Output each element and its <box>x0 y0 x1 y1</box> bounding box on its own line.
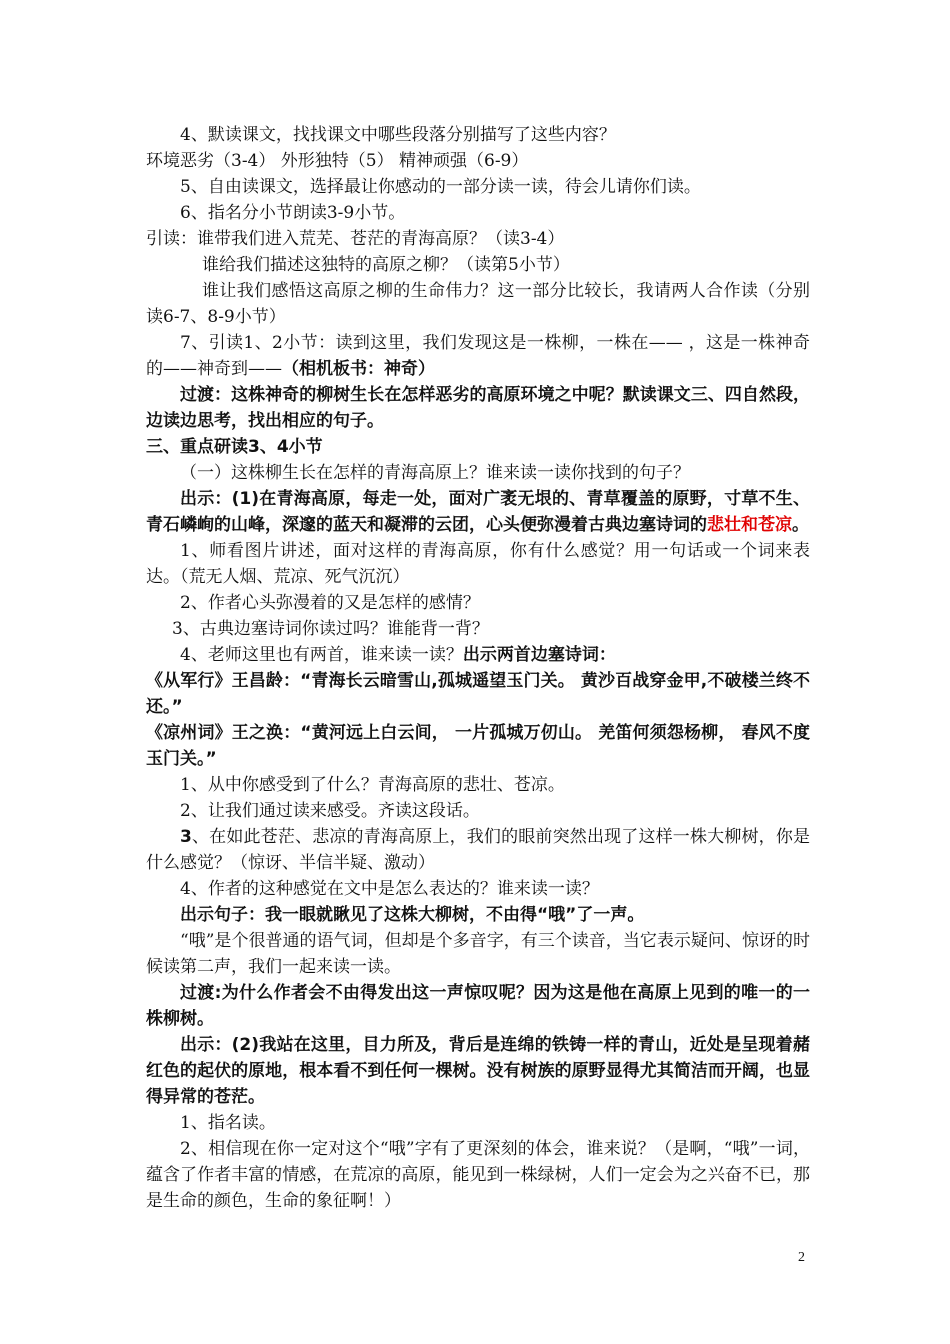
quoted-sentence: 出示句子：我一眼就瞅见了这株大柳树，不由得“哦”了一声。 <box>180 905 645 925</box>
paragraph: （一）这株柳生长在怎样的青海高原上？谁来读一读你找到的句子？ <box>180 463 690 483</box>
paragraph: 4、老师这里也有两首，谁来读一读？出示两首边塞诗词： <box>180 645 616 665</box>
paragraph: 3、在如此苍茫、悲凉的青海高原上，我们的眼前突然出现了这样一株大柳树，你是什么感觉？（惊讶、半信半疑、激动） <box>146 827 810 873</box>
paragraph: 4、默读课文，找找课文中哪些段落分别描写了这些内容？ <box>180 125 616 145</box>
paragraph: 2、相信现在你一定对这个“哦”字有了更深刻的体会，谁来说？（是啊，“哦”一词，蕴含了作者丰富的情感，在荒凉的高原，能见到一株绿树，人们一定会为之兴奋不已，那是生命的颜色，生命的象征啊！） <box>146 1139 810 1211</box>
paragraph-bold: 过渡：这株神奇的柳树生长在怎样恶劣的高原环境之中呢？默读课文三、四自然段，边读边思考，找出相应的句子。 <box>146 385 810 431</box>
paragraph: 4、作者的这种感觉在文中是怎么表达的？谁来读一读？ <box>180 879 599 899</box>
paragraph: 引读：谁带我们进入荒芜、苍茫的青海高原？（读3-4） <box>146 229 565 249</box>
poem: 《凉州词》王之涣：“黄河远上白云间， 一片孤城万仞山。 羌笛何须怨杨柳， 春风不度玉门关。” <box>146 723 810 769</box>
paragraph: 1、师看图片讲述，面对这样的青海高原，你有什么感觉？用一句话或一个词来表达。（荒无人烟、荒凉、死气沉沉） <box>146 541 810 587</box>
paragraph: 谁给我们描述这独特的高原之柳？（读第5小节） <box>202 255 570 275</box>
transition-bold: 过渡:为什么作者会不由得发出这一声惊叹呢？因为这是他在高原上见到的唯一的一株柳树。 <box>146 983 810 1029</box>
paragraph: 2、作者心头弥漫着的又是怎样的感情？ <box>180 593 480 613</box>
paragraph: 3、古典边塞诗词你读过吗？谁能背一背？ <box>172 619 489 639</box>
paragraph: 环境恶劣（3-4） 外形独特（5） 精神顽强（6-9） <box>146 151 529 171</box>
quoted-passage: 出示：(1)在青海高原，每走一处，面对广袤无垠的、青草覆盖的原野，寸草不生、青石嶙峋的山峰，深邃的蓝天和凝滞的云团，心头便弥漫着古典边塞诗词的悲壮和苍凉。 <box>146 489 810 535</box>
paragraph: 6、指名分小节朗读3-9小节。 <box>180 203 406 223</box>
paragraph: 谁让我们感悟这高原之柳的生命伟力？这一部分比较长，我请两人合作读（分别读6-7、8-9小节） <box>146 281 810 327</box>
quoted-passage: 出示：(2)我站在这里，目力所及，背后是连绵的铁铸一样的青山，近处是呈现着赭红色的起伏的原地，根本看不到任何一棵树。没有树族的原野显得尤其简洁而开阔，也显得异常的苍茫。 <box>146 1035 810 1107</box>
paragraph: 7、引读1、2小节：读到这里，我们发现这是一株柳，一株在—— ，这是一株神奇的——神奇到——（相机板书：神奇） <box>146 333 810 379</box>
paragraph: 5、自由读课文，选择最让你感动的一部分读一读，待会儿请你们读。 <box>180 177 701 197</box>
page-number: 2 <box>798 1250 805 1265</box>
paragraph: 1、指名读。 <box>180 1113 276 1133</box>
section-heading: 三、重点研读3、4小节 <box>146 437 323 457</box>
document-body <box>146 122 810 1214</box>
paragraph: 2、让我们通过读来感受。齐读这段话。 <box>180 801 480 821</box>
poem: 《从军行》王昌龄：“青海长云暗雪山,孤城遥望玉门关。 黄沙百战穿金甲,不破楼兰终不还。” <box>146 671 810 717</box>
paragraph: 1、从中你感受到了什么？青海高原的悲壮、苍凉。 <box>180 775 565 795</box>
highlight-text: 悲壮和苍凉 <box>707 515 792 535</box>
paragraph: “哦”是个很普通的语气词，但却是个多音字，有三个读音，当它表示疑问、惊讶的时候读第二声，我们一起来读一读。 <box>146 931 810 977</box>
